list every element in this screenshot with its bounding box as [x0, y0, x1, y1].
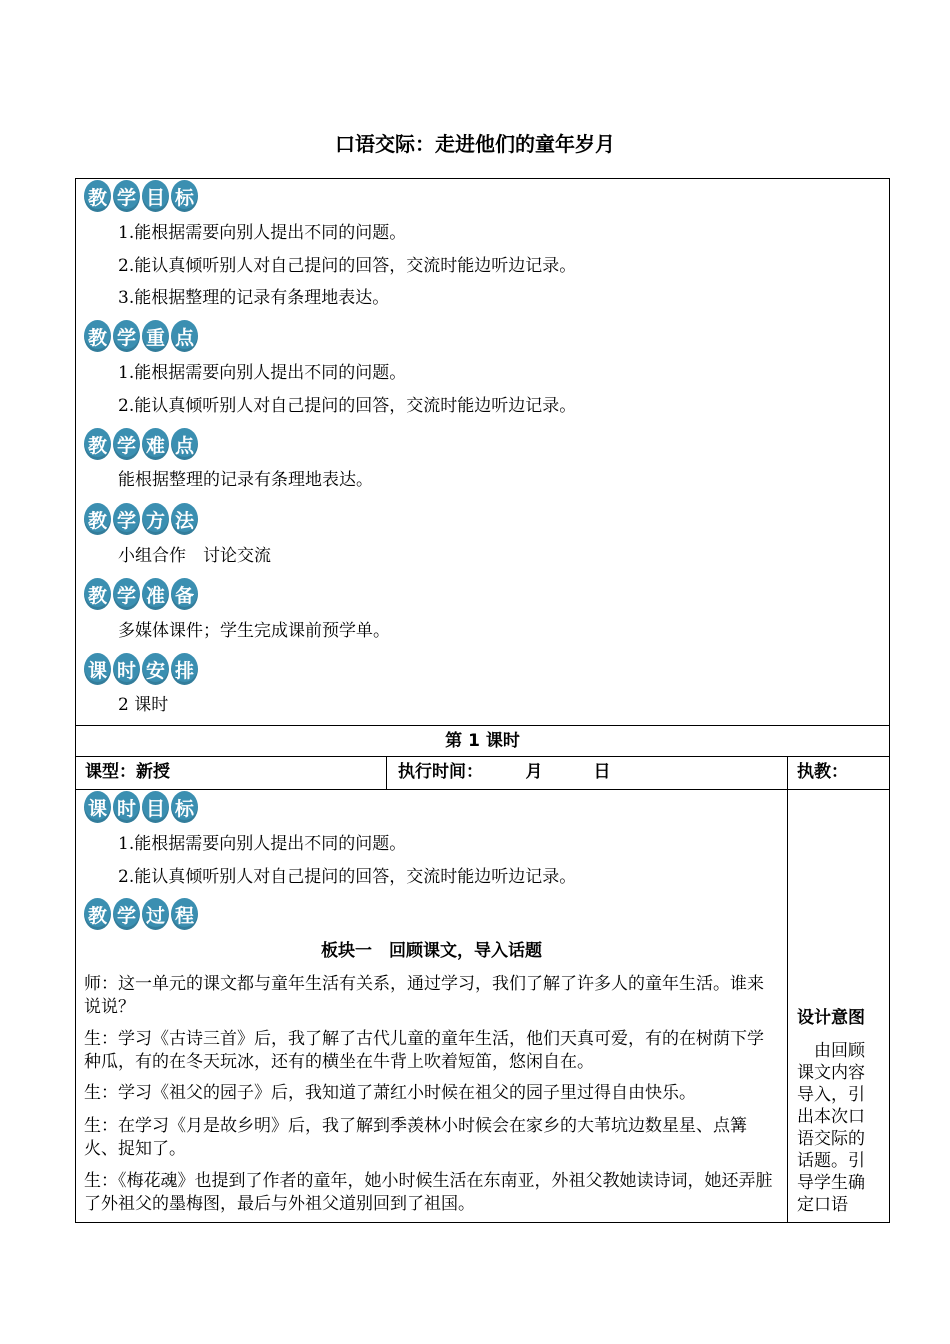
dialogue-line: 生：学习《祖父的园子》后，我知道了萧红小时候在祖父的园子里过得自由快乐。: [84, 1083, 696, 1103]
dialogue-line: 生：《梅花魂》也提到了作者的童年，她小时候生活在东南亚，外祖父教她读诗词，她还弄脏了外祖父的墨梅图，最后与外祖父道别回到了祖国。: [84, 1171, 773, 1214]
lesson-heading: 第 1 课时: [445, 731, 520, 751]
badge-preparation: 教 学 准 备: [84, 578, 198, 610]
badge-difficulties: 教 学 难 点: [84, 428, 198, 460]
schedule-item: 2 课时: [118, 695, 169, 715]
design-intent-text: 由回顾课文内容导入，引出本次口语交际的话题。引导学生确定口语: [797, 1041, 865, 1215]
badge-methods: 教 学 方 法: [84, 503, 198, 535]
lesson-type: 课型：新授: [85, 762, 170, 782]
badge-lesson-objectives: 课 时 目 标: [84, 791, 198, 823]
info-divider: [787, 756, 788, 790]
dialogue-line: 生：在学习《月是故乡明》后，我了解到季羡林小时候会在家乡的大苇坑边数星星、点篝火、捉知了。: [84, 1116, 747, 1159]
preparation-item: 多媒体课件；学生完成课前预学单。: [118, 621, 390, 641]
badge-key-points: 教 学 重 点: [84, 320, 198, 352]
info-divider: [386, 756, 387, 790]
lesson-time: 执行时间： 月 日: [398, 762, 611, 782]
lesson-objective-item: 2.能认真倾听别人对自己提问的回答，交流时能边听边记录。: [118, 867, 577, 887]
lesson-objective-item: 1.能根据需要向别人提出不同的问题。: [118, 834, 407, 854]
objective-item: 1.能根据需要向别人提出不同的问题。: [118, 223, 407, 243]
badge-schedule: 课 时 安 排: [84, 653, 198, 685]
difficulty-item: 能根据整理的记录有条理地表达。: [118, 470, 373, 490]
dialogue-line: 生：学习《古诗三首》后，我了解了古代儿童的童年生活，他们天真可爱，有的在树荫下学种瓜，有的在冬天玩冰，还有的横坐在牛背上吹着短笛，悠闲自在。: [84, 1029, 764, 1072]
objective-item: 2.能认真倾听别人对自己提问的回答，交流时能边听边记录。: [118, 256, 577, 276]
badge-teaching-objectives: 教 学 目 标: [84, 180, 198, 212]
objective-item: 3.能根据整理的记录有条理地表达。: [118, 288, 390, 308]
lesson-teacher: 执教：: [797, 762, 848, 782]
keypoint-item: 2.能认真倾听别人对自己提问的回答，交流时能边听边记录。: [118, 396, 577, 416]
section-title: 板块一 回顾课文，导入话题: [321, 941, 542, 961]
keypoint-item: 1.能根据需要向别人提出不同的问题。: [118, 363, 407, 383]
design-intent-title: 设计意图: [797, 1008, 865, 1028]
page-title: 口语交际：走进他们的童年岁月: [335, 132, 615, 156]
method-item: 小组合作 讨论交流: [118, 546, 271, 566]
badge-teaching-process: 教 学 过 程: [84, 898, 198, 930]
dialogue-line: 师：这一单元的课文都与童年生活有关系，通过学习，我们了解了许多人的童年生活。谁来说说？: [84, 974, 764, 1017]
